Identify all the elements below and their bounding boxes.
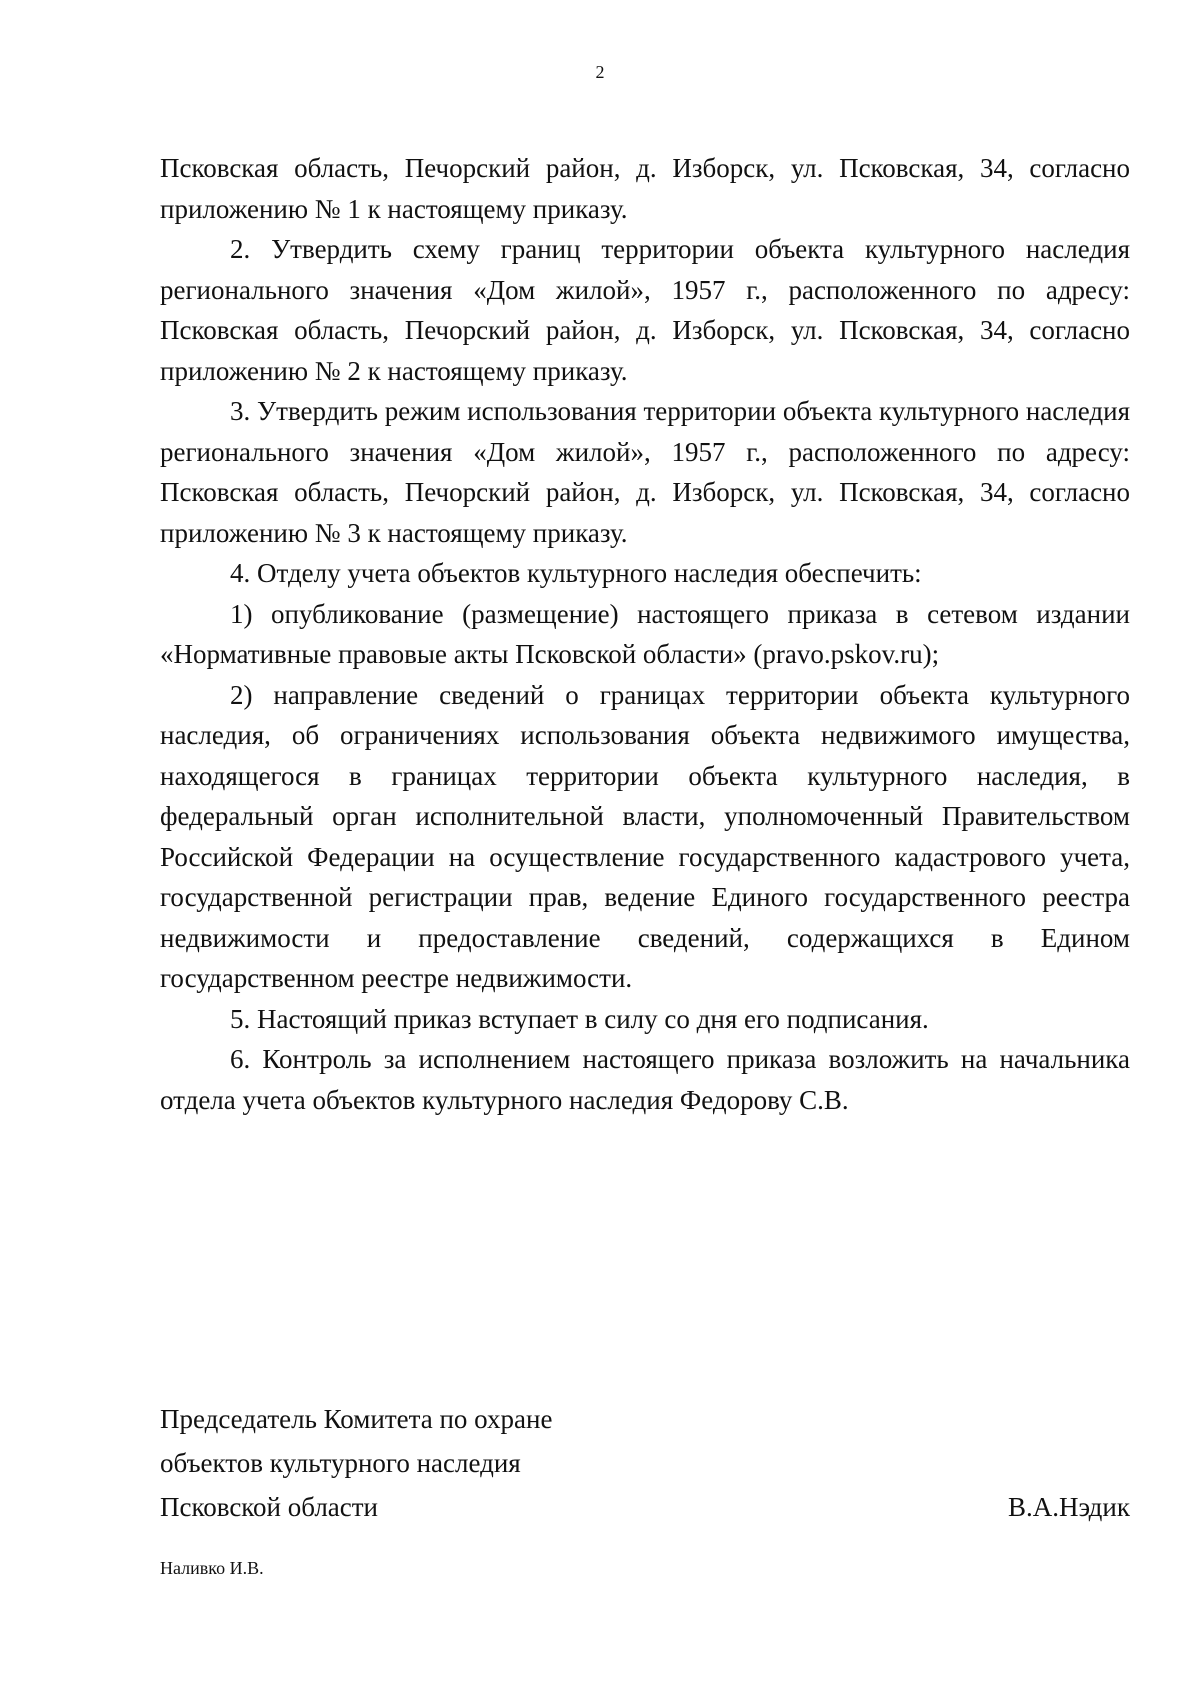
paragraph-subitem-1: 1) опубликование (размещение) настоящего приказа в сетевом издании «Нормативные правовые акты Псковской области» (pravo.pskov.ru); — [160, 598, 1130, 669]
document-body — [160, 148, 1130, 1120]
signatory-title-line-1: Председатель Комитета по охране — [160, 1404, 553, 1434]
signatory-title-line-2: объектов культурного наследия — [160, 1448, 521, 1478]
executor-name: Наливко И.В. — [160, 1558, 264, 1578]
signatory-name: В.А.Нэдик — [1007, 1492, 1130, 1522]
page-number: 2 — [595, 62, 605, 82]
paragraph-item-5: 5. Настоящий приказ вступает в силу со дня его подписания. — [230, 1003, 929, 1034]
paragraph-item-4: 4. Отделу учета объектов культурного наследия обеспечить: — [230, 558, 922, 588]
paragraph-item-6: 6. Контроль за исполнением настоящего приказа возложить на начальника отдела учета объектов культурного наследия Федорову С.В. — [160, 1044, 1130, 1115]
signatory-title-line-3: Псковской области — [160, 1492, 379, 1522]
paragraph-item-2: 2. Утвердить схему границ территории объекта культурного наследия регионального значения «Дом жилой», 1957 г., расположенного по адресу: Псковская область, Печорский район, д. Изборск, ул. Псковская, 34, согласно приложению № 2 к настоящему приказу. — [160, 234, 1130, 386]
paragraph-subitem-2: 2) направление сведений о границах территории объекта культурного наследия, об ограничениях использования объекта недвижимого имущества, находящегося в границах территории объекта культурного наследия, в федеральный орган исполнительной власти, уполномоченный Правительством Российской Федерации на осуществление государственного кадастрового учета, государственной регистрации прав, ведение Единого государственного реестра недвижимости и предоставление сведений, содержащихся в Едином государственном реестре недвижимости. — [160, 679, 1130, 993]
paragraph-item-3: 3. Утвердить режим использования территории объекта культурного наследия регионального значения «Дом жилой», 1957 г., расположенного по адресу: Псковская область, Печорский район, д. Изборск, ул. Псковская, 34, согласно приложению № 3 к настоящему приказу. — [160, 396, 1130, 548]
paragraph-address-continuation: Псковская область, Печорский район, д. Изборск, ул. Псковская, 34, согласно приложению № 1 к настоящему приказу. — [160, 153, 1130, 224]
signature-block — [160, 1397, 1130, 1529]
